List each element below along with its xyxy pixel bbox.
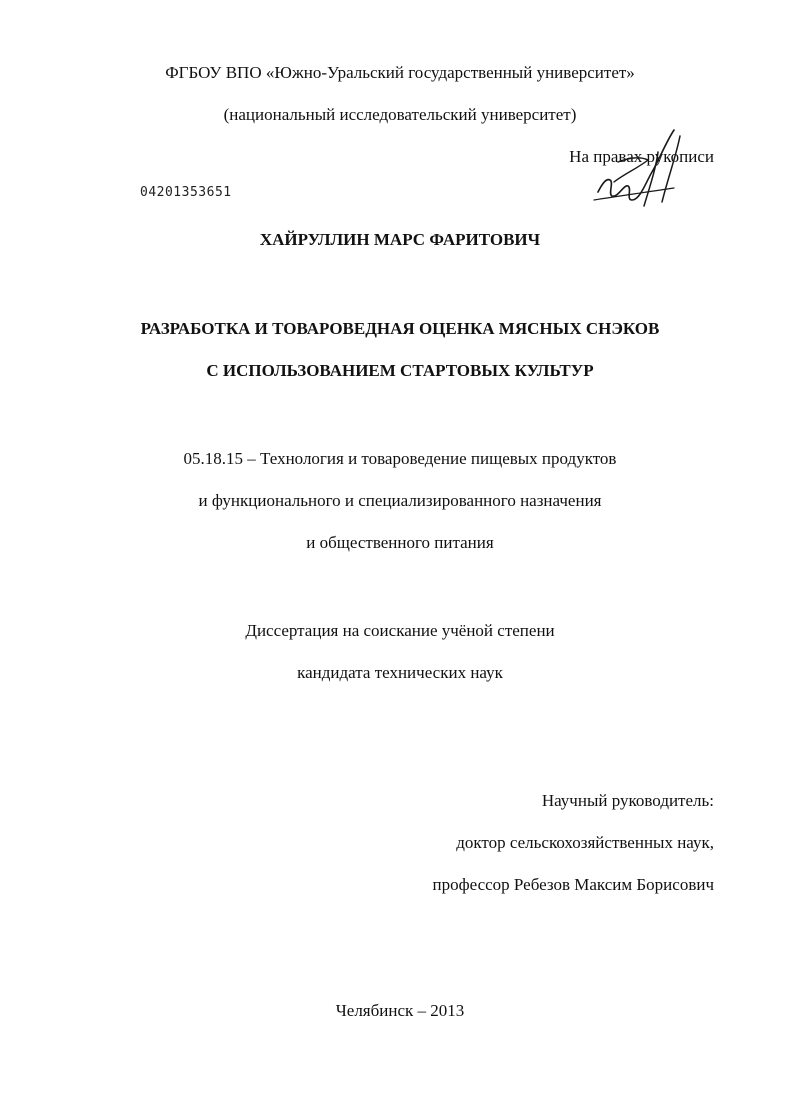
catalog-number: 04201353651 [140,185,232,200]
institution-status: (национальный исследовательский университет) [223,105,577,124]
supervisor-name: профессор Ребезов Максим Борисович [432,875,714,894]
dissertation-title-line-1: РАЗРАБОТКА И ТОВАРОВЕДНАЯ ОЦЕНКА МЯСНЫХ СНЭКОВ [140,319,660,338]
signature-icon [588,122,698,212]
institution-name: ФГБОУ ВПО «Южно-Уральский государственный университет» [165,63,635,82]
dissertation-title-line-2: С ИСПОЛЬЗОВАНИЕМ СТАРТОВЫХ КУЛЬТУР [206,361,594,380]
degree-line-2: кандидата технических наук [297,663,503,682]
author-name: ХАЙРУЛЛИН МАРС ФАРИТОВИЧ [259,230,541,249]
specialty-line-1: 05.18.15 – Технология и товароведение пищевых продуктов [183,449,617,468]
supervisor-degree: доктор сельскохозяйственных наук, [456,833,714,852]
supervisor-label: Научный руководитель: [541,791,714,810]
degree-line-1: Диссертация на соискание учёной степени [245,621,555,640]
city-year: Челябинск – 2013 [335,1001,465,1020]
specialty-line-3: и общественного питания [306,533,494,552]
specialty-line-2: и функционального и специализированного назначения [198,491,602,510]
manuscript-rights-label: На правах рукописи [569,147,714,166]
